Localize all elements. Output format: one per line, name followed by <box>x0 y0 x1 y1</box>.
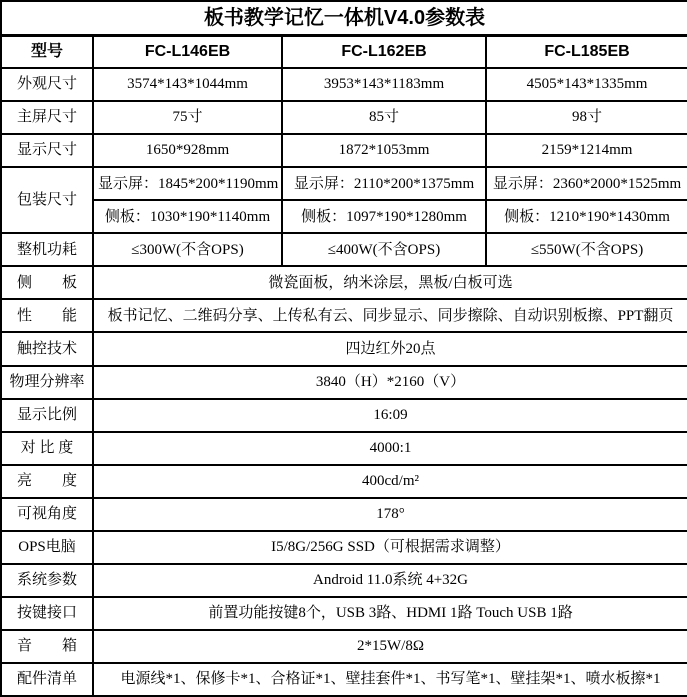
row-brightness <box>1 465 687 498</box>
row-main-screen-size <box>1 101 687 134</box>
page-title: 板书教学记忆一体机V4.0参数表 <box>1 1 687 35</box>
spec-value: 1872*1053mm <box>282 134 486 167</box>
spec-label: 整机功耗 <box>1 233 93 266</box>
row-system-parameters <box>1 564 687 597</box>
spec-value: 1650*928mm <box>93 134 282 167</box>
row-packaging-side <box>1 200 687 233</box>
spec-label: 包装尺寸 <box>1 167 93 233</box>
row-speaker <box>1 630 687 663</box>
spec-value: 85寸 <box>282 101 486 134</box>
row-appearance-size <box>1 68 687 101</box>
spec-label: 显示比例 <box>1 399 93 432</box>
spec-value: 侧板：1210*190*1430mm <box>486 200 687 233</box>
row-contrast-ratio <box>1 432 687 465</box>
spec-value: ≤400W(不含OPS) <box>282 233 486 266</box>
row-physical-resolution <box>1 366 687 399</box>
spec-value: 16:09 <box>93 399 687 432</box>
model-header-label: 型号 <box>1 35 93 68</box>
row-side-panel <box>1 266 687 299</box>
spec-value: 75寸 <box>93 101 282 134</box>
spec-value: 侧板：1030*190*1140mm <box>93 200 282 233</box>
spec-value: 微瓷面板，纳米涂层，黑板/白板可选 <box>93 266 687 299</box>
row-viewing-angle <box>1 498 687 531</box>
spec-value: Android 11.0系统 4+32G <box>93 564 687 597</box>
spec-value: I5/8G/256G SSD（可根据需求调整） <box>93 531 687 564</box>
model-header-row <box>1 35 687 68</box>
spec-value: ≤300W(不含OPS) <box>93 233 282 266</box>
row-performance <box>1 299 687 332</box>
spec-value: 178° <box>93 498 687 531</box>
spec-value: 2159*1214mm <box>486 134 687 167</box>
spec-label: 配件清单 <box>1 663 93 696</box>
spec-value: 2*15W/8Ω <box>93 630 687 663</box>
row-packaging-display <box>1 167 687 200</box>
row-buttons-interfaces <box>1 597 687 630</box>
spec-label: 外观尺寸 <box>1 68 93 101</box>
spec-label: 亮 度 <box>1 465 93 498</box>
spec-value: 侧板：1097*190*1280mm <box>282 200 486 233</box>
spec-label: OPS电脑 <box>1 531 93 564</box>
spec-value: 显示屏：2360*2000*1525mm <box>486 167 687 200</box>
spec-value: 3574*143*1044mm <box>93 68 282 101</box>
row-aspect-ratio <box>1 399 687 432</box>
spec-label: 触控技术 <box>1 332 93 365</box>
spec-label: 音 箱 <box>1 630 93 663</box>
spec-value: 98寸 <box>486 101 687 134</box>
spec-label: 按键接口 <box>1 597 93 630</box>
row-ops-computer <box>1 531 687 564</box>
model-name: FC-L185EB <box>486 35 687 68</box>
row-touch-technology <box>1 332 687 365</box>
spec-label: 可视角度 <box>1 498 93 531</box>
spec-value: 4505*143*1335mm <box>486 68 687 101</box>
title-row <box>1 1 687 35</box>
spec-value: 3840（H）*2160（V） <box>93 366 687 399</box>
row-display-size <box>1 134 687 167</box>
spec-label: 主屏尺寸 <box>1 101 93 134</box>
row-power-consumption <box>1 233 687 266</box>
spec-value: 电源线*1、保修卡*1、合格证*1、壁挂套件*1、书写笔*1、壁挂架*1、喷水板擦*1 <box>93 663 687 696</box>
spec-value: 400cd/m² <box>93 465 687 498</box>
model-name: FC-L146EB <box>93 35 282 68</box>
spec-value: ≤550W(不含OPS) <box>486 233 687 266</box>
spec-value: 4000:1 <box>93 432 687 465</box>
spec-value: 板书记忆、二维码分享、上传私有云、同步显示、同步擦除、自动识别板擦、PPT翻页 <box>93 299 687 332</box>
spec-label: 系统参数 <box>1 564 93 597</box>
spec-label: 显示尺寸 <box>1 134 93 167</box>
spec-value: 显示屏：2110*200*1375mm <box>282 167 486 200</box>
spec-value: 前置功能按键8个，USB 3路、HDMI 1路 Touch USB 1路 <box>93 597 687 630</box>
spec-label: 性 能 <box>1 299 93 332</box>
spec-value: 3953*143*1183mm <box>282 68 486 101</box>
model-name: FC-L162EB <box>282 35 486 68</box>
spec-label: 物理分辨率 <box>1 366 93 399</box>
spec-label: 对 比 度 <box>1 432 93 465</box>
spec-value: 显示屏：1845*200*1190mm <box>93 167 282 200</box>
spec-label: 侧 板 <box>1 266 93 299</box>
spec-value: 四边红外20点 <box>93 332 687 365</box>
row-accessories-list <box>1 663 687 696</box>
